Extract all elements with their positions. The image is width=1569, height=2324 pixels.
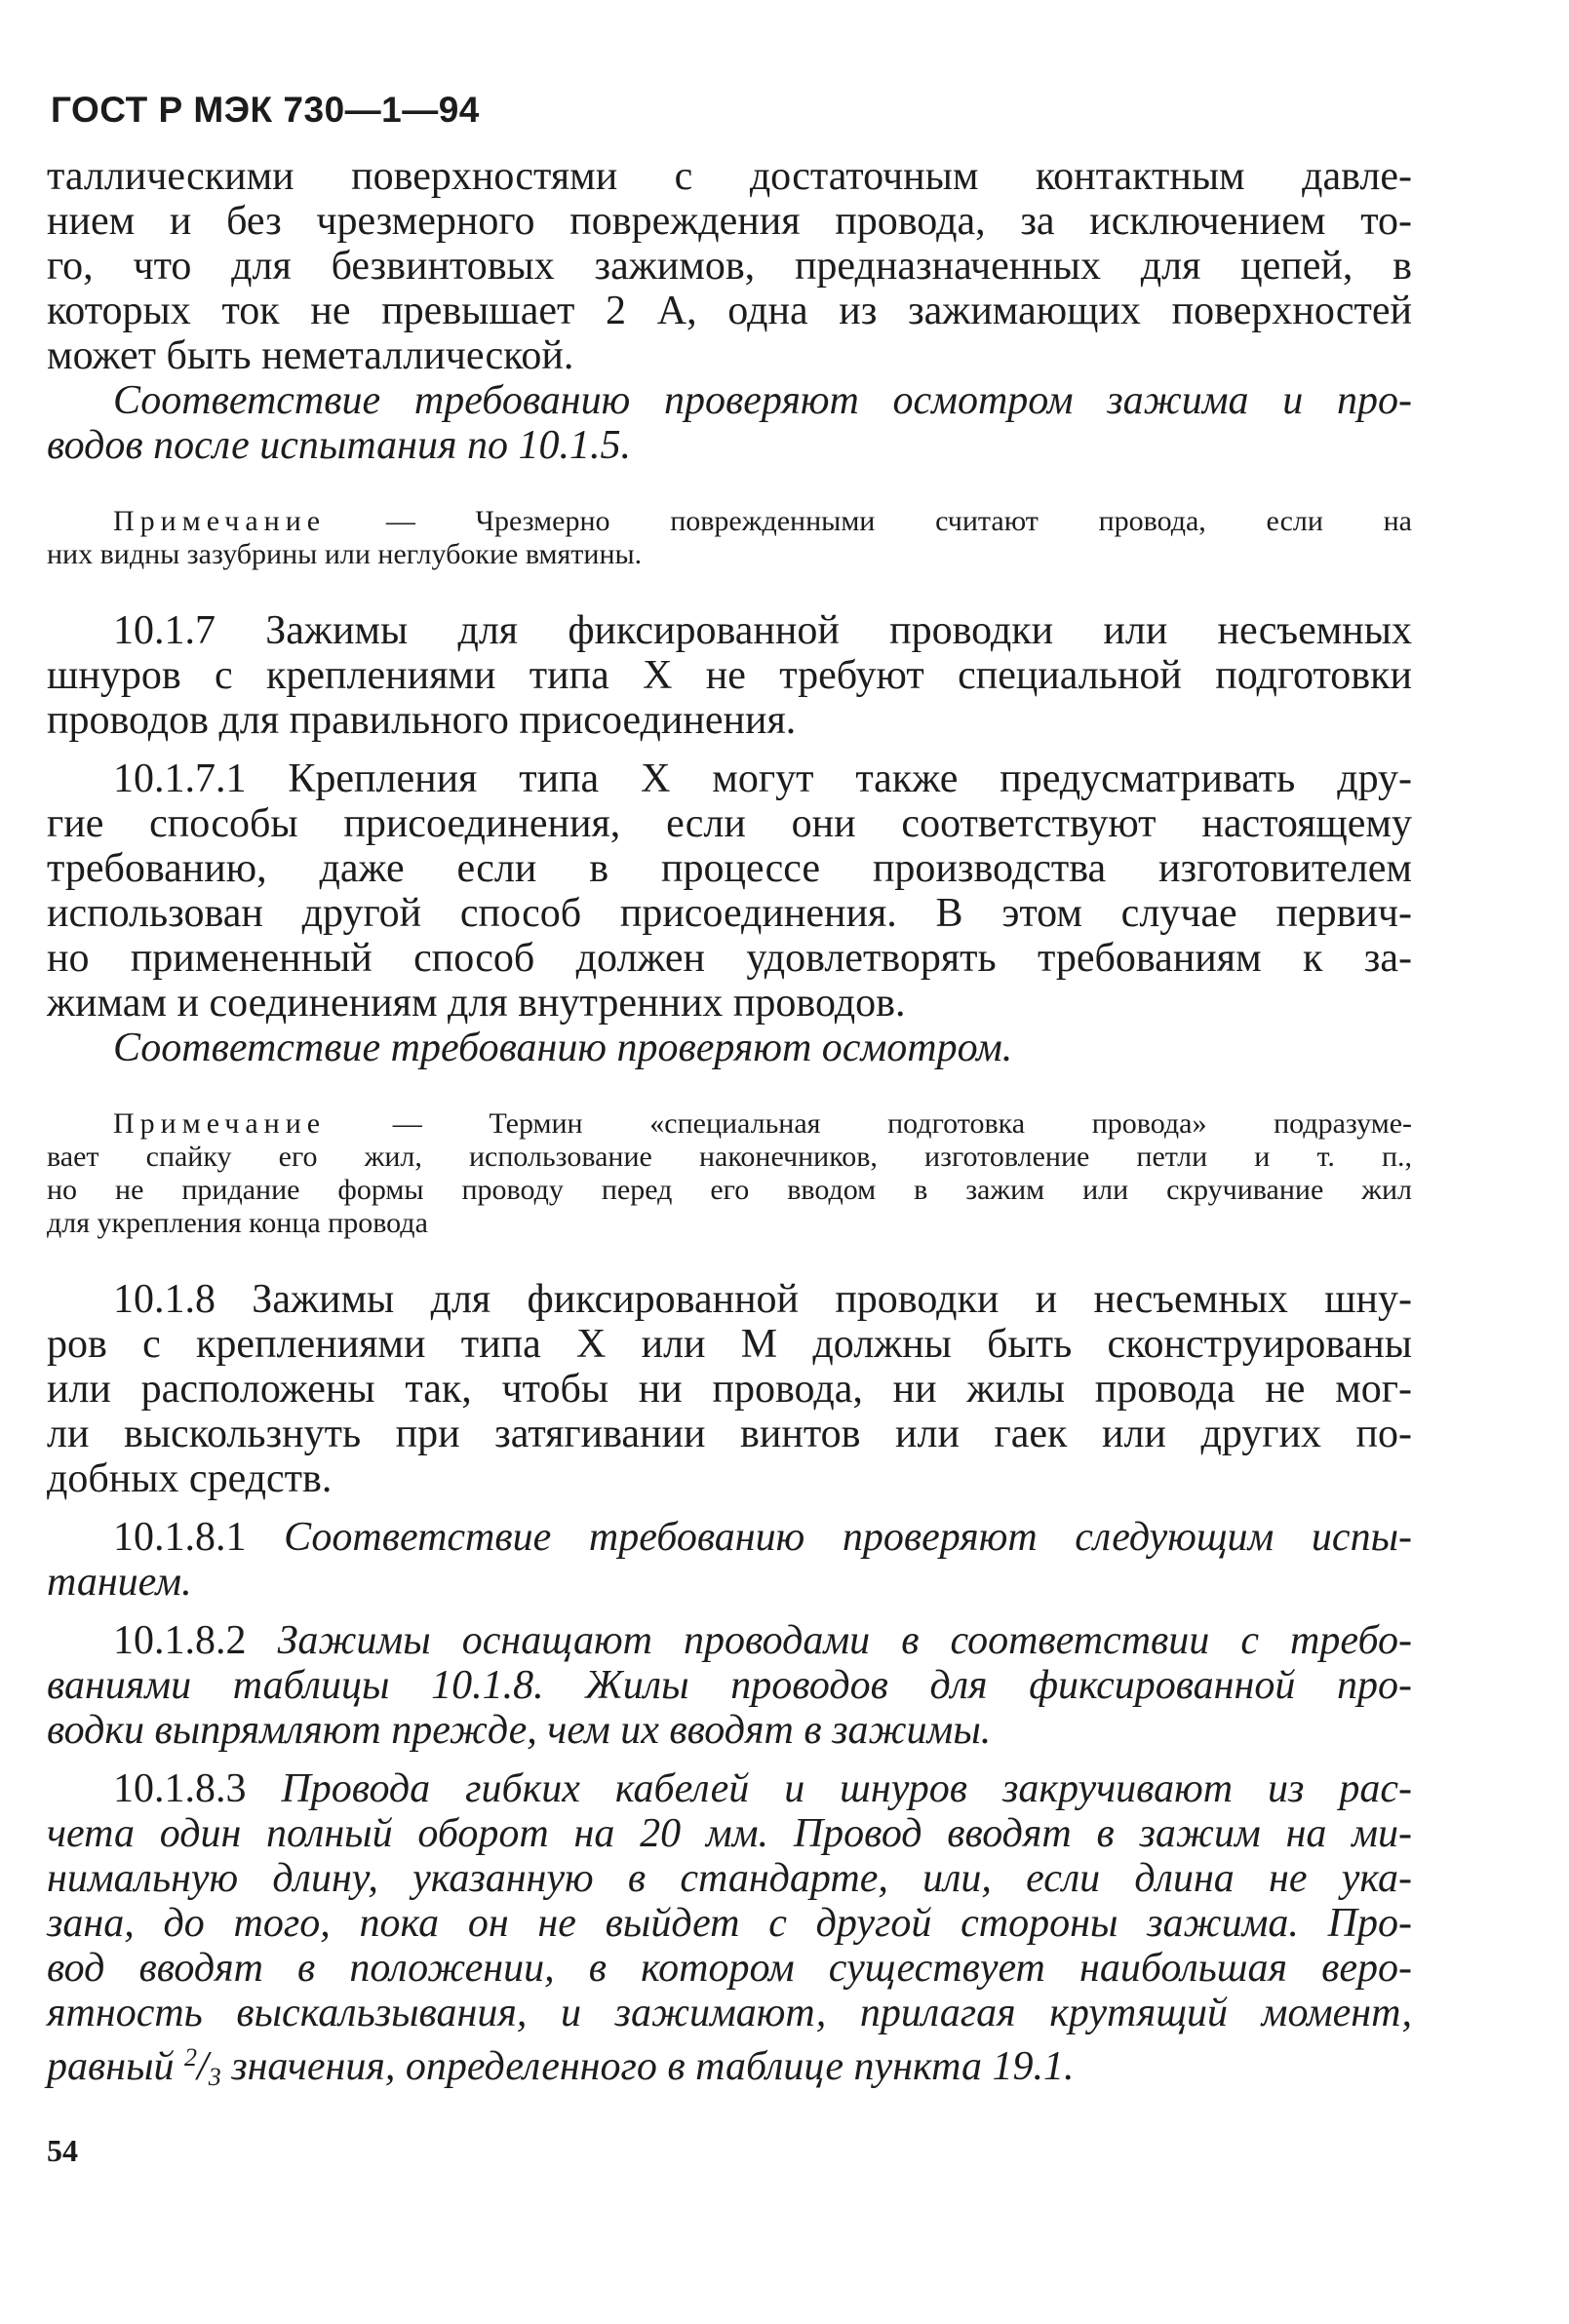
note-special-preparation	[47, 1107, 1412, 1240]
text-line: требованию, даже если в процессе производства изготовителем	[47, 846, 1412, 891]
compliance-check-10-1-7-1	[47, 1026, 1412, 1070]
text-line	[47, 1766, 1412, 1811]
clause-10-1-8	[47, 1277, 1412, 1501]
text-line: жимам и соединениям для внутренних проводов.	[47, 981, 906, 1026]
text-line: нимальную длину, указанную в стандарте, или, если длина не ука-	[47, 1856, 1412, 1901]
document-page	[47, 90, 1412, 2100]
text-line: водки выпрямляют прежде, чем их вводят в зажимы.	[47, 1708, 992, 1753]
text-line: использован другой способ присоединения. В этом случае первич-	[47, 891, 1412, 936]
text-line: ятность выскальзывания, и зажимают, прилагая крутящий момент,	[47, 1991, 1412, 2035]
text-line: добных средств.	[47, 1456, 333, 1501]
clause-number: 10.1.8.1	[113, 1515, 247, 1560]
clause-10-1-7-1	[47, 756, 1412, 1026]
note-line: них видны зазубрины или неглубокие вмятины.	[47, 538, 643, 570]
text-line: Соответствие требованию проверяют осмотром.	[113, 1026, 1013, 1070]
text-line: водов после испытания по 10.1.5.	[47, 423, 632, 468]
clause-text: Соответствие требованию проверяют следующим испы-	[284, 1515, 1413, 1560]
clause-10-1-8-2	[47, 1618, 1412, 1753]
text-line: гие способы присоединения, если они соответствуют настоящему	[47, 801, 1412, 846]
text-line: вод вводят в положении, в котором существует наибольшая веро-	[47, 1946, 1412, 1991]
note-damaged-wires	[47, 505, 1412, 571]
compliance-check-10-1-6	[47, 378, 1412, 468]
clause-text: Провода гибких кабелей и шнуров закручивают из рас-	[281, 1766, 1412, 1811]
note-text: — Термин «специальная подготовка провода» подразуме-	[392, 1107, 1412, 1140]
note-text: — Чрезмерно поврежденными считают провода, если на	[385, 505, 1412, 537]
text-line: го, что для безвинтовых зажимов, предназначенных для цепей, в	[47, 244, 1412, 289]
clause-10-1-7	[47, 608, 1412, 743]
text-line: ли выскользнуть при затягивании винтов или гаек или других по-	[47, 1412, 1412, 1456]
text-line: равный $^2/_3$ значения, определенного в таблице пункта 19.1.	[47, 2043, 1075, 2091]
text-line: или расположены так, чтобы ни провода, ни жилы провода не мог-	[47, 1367, 1412, 1412]
text-line: может быть неметаллической.	[47, 333, 574, 378]
text-line: танием.	[47, 1560, 192, 1605]
text-line: чета один полный оборот на 20 мм. Провод вводят в зажим на ми-	[47, 1811, 1412, 1856]
clause-text: Зажимы оснащают проводами в соответствии с требо-	[277, 1618, 1412, 1663]
paragraph-continuation	[47, 154, 1412, 378]
text-fragment: значения, определенного в таблице пункта 19.1.	[231, 2044, 1075, 2089]
note-line: но не придание формы проводу перед его вводом в зажим или скручивание жил	[47, 1174, 1412, 1206]
text-line: Соответствие требованию проверяют осмотром зажима и про-	[113, 378, 1412, 423]
text-line: зана, до того, пока он не выйдет с другой стороны зажима. Про-	[47, 1901, 1412, 1946]
text-line: проводов для правильного присоединения.	[47, 698, 797, 743]
text-line: 10.1.7 Зажимы для фиксированной проводки или несъемных	[113, 608, 1412, 653]
text-line: таллическими поверхностями с достаточным контактным давле-	[47, 154, 1412, 199]
fraction-numerator: 2	[184, 2043, 198, 2072]
text-fragment: равный	[47, 2044, 175, 2089]
note-label: Примечание	[113, 505, 327, 537]
note-line: вает спайку его жил, использование наконечников, изготовление петли и т. п.,	[47, 1141, 1412, 1173]
note-line	[47, 1107, 1412, 1141]
clause-10-1-8-3	[47, 1766, 1412, 2100]
document-header: ГОСТ Р МЭК 730—1—94	[51, 90, 480, 130]
clause-number: 10.1.8.2	[113, 1618, 247, 1663]
text-line: ров с креплениями типа X или M должны быть сконструированы	[47, 1322, 1412, 1367]
note-label: Примечание	[113, 1107, 327, 1140]
text-line	[47, 1618, 1412, 1663]
note-line	[47, 505, 1412, 538]
text-line	[47, 1515, 1412, 1560]
text-line: которых ток не превышает 2 А, одна из зажимающих поверхностей	[47, 289, 1412, 333]
page-number: 54	[47, 2133, 78, 2168]
text-line: 10.1.8 Зажимы для фиксированной проводки и несъемных шну-	[113, 1277, 1412, 1322]
text-line: ваниями таблицы 10.1.8. Жилы проводов для фиксированной про-	[47, 1663, 1412, 1708]
text-line: нием и без чрезмерного повреждения провода, за исключением то-	[47, 199, 1412, 244]
clause-number: 10.1.8.3	[113, 1766, 247, 1811]
text-line: но примененный способ должен удовлетворять требованиям к за-	[47, 936, 1412, 981]
note-line: для укрепления конца провода	[47, 1207, 428, 1239]
fraction-denominator: 3	[208, 2063, 221, 2091]
text-line: 10.1.7.1 Крепления типа X могут также предусматривать дру-	[113, 756, 1412, 801]
text-line: шнуров с креплениями типа X не требуют специальной подготовки	[47, 653, 1412, 698]
clause-10-1-8-1	[47, 1515, 1412, 1605]
